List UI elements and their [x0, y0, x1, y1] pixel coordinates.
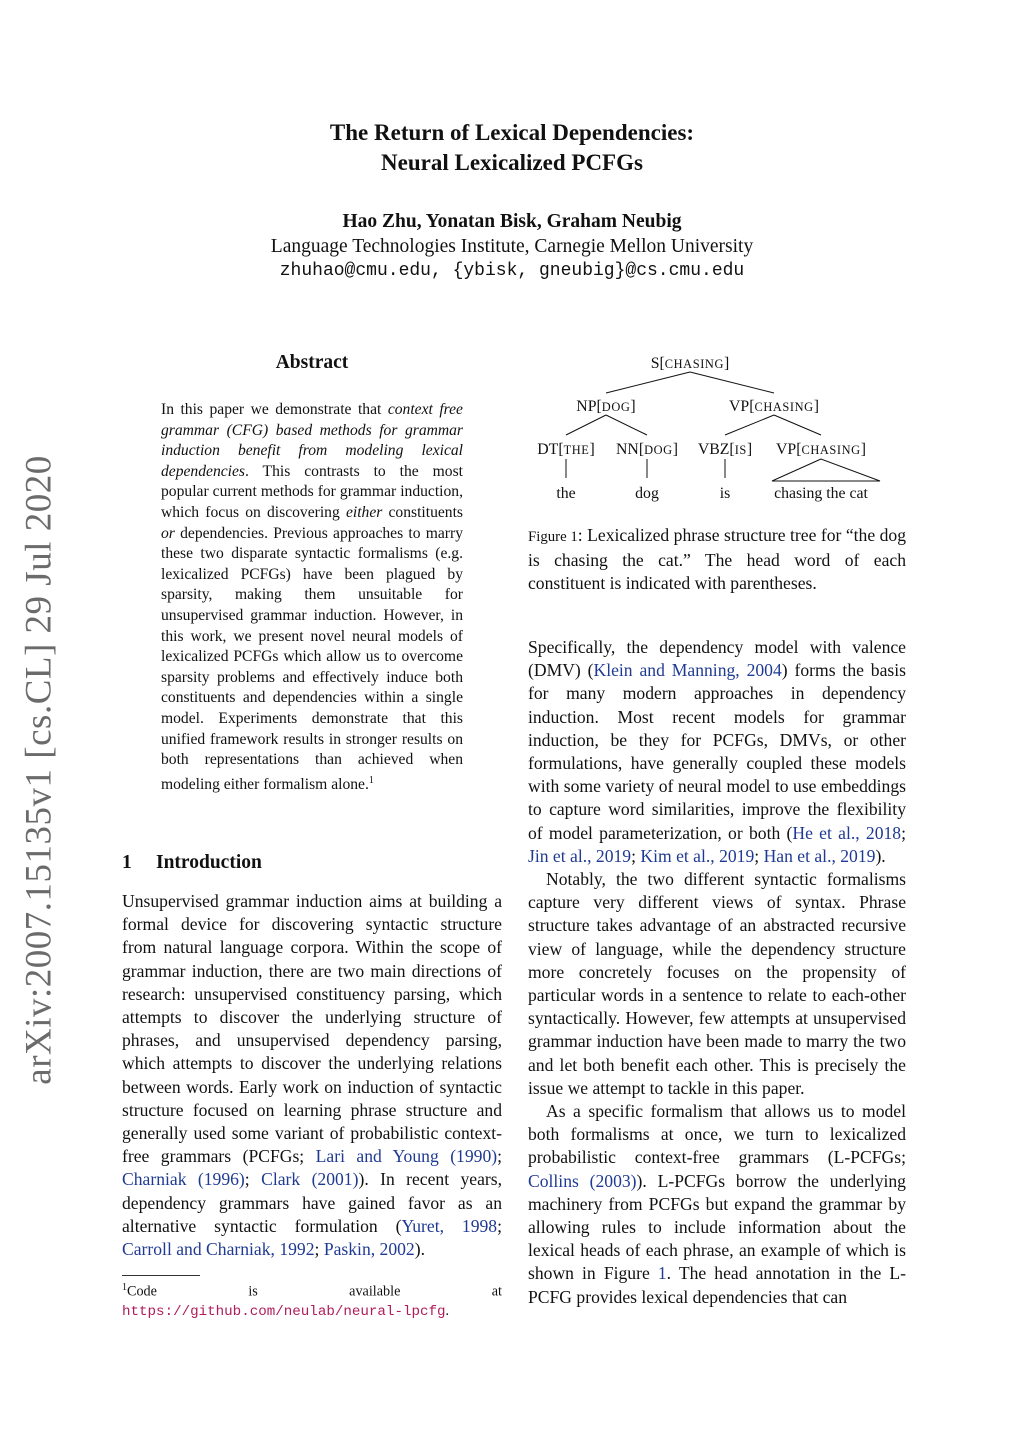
paragraph	[528, 1100, 906, 1309]
citation-link[interactable]: Paskin, 2002	[323, 1239, 415, 1260]
tree-edge	[725, 415, 774, 435]
parse-tree-diagram	[528, 345, 908, 515]
body-text: ). In recent years, dependency grammars have gained favor as an alternative syntactic formulation (	[122, 1169, 503, 1236]
abstract-emphasis: either	[345, 503, 383, 521]
body-text: . The head annotation in the L-PCFG provides lexical dependencies that can	[528, 1263, 906, 1307]
tree-edge	[606, 372, 690, 393]
tree-node-s: S[CHASING]	[650, 355, 730, 372]
section-heading-introduction	[122, 852, 262, 874]
author-emails[interactable]: zhuhao@cmu.edu, {ybisk, gneubig}@cs.cmu.edu	[279, 261, 745, 281]
abstract-emphasis: or	[161, 524, 175, 542]
figure-1-tree	[528, 345, 908, 515]
citation-link[interactable]: (1990)	[450, 1146, 498, 1167]
section-title: Introduction	[156, 852, 262, 873]
citation-link[interactable]: Han et al., 2019	[763, 845, 876, 866]
paragraph: Notably, the two different syntactic formalisms capture very different views of syntax. Phrase structure takes advantage of an abstracted recursive view of language, while the dependency structure more concretely focuses on the propensity of particular words in a sentence to relate to each-other syntactically. However, few attempts at unsupervised grammar induction have been made to marry the two and let both benefit each other. This is precisely the issue we attempt to tackle in this paper.	[528, 869, 906, 1098]
tree-node-np: NP[DOG]	[576, 398, 636, 415]
tree-edge	[690, 372, 774, 393]
caption-label: Figure 1	[528, 529, 578, 545]
paper-title	[0, 118, 1024, 178]
tree-node-nn: NN[DOG]	[615, 441, 679, 458]
body-text: As a specific formalism that allows us to model both formalisms at once, we turn to lexicalized probabilistic context-free grammars (L-PCFGs;	[528, 1101, 906, 1168]
abstract-emphasis: context free grammar (CFG) based methods for grammar induction benefit from modeling lexical dependencies	[161, 401, 463, 480]
tree-edge	[566, 415, 606, 435]
tree-leaf-dog: dog	[635, 485, 659, 502]
tree-node-vp: VP[CHASING]	[728, 398, 820, 415]
citation-link[interactable]: Carroll and Charniak, 1992	[122, 1239, 315, 1260]
body-text: Specifically, the dependency model with valence (DMV) (	[528, 637, 906, 681]
citation-link[interactable]: Jin et al., 2019	[528, 845, 632, 866]
figure-reference-link[interactable]: 1	[657, 1263, 667, 1284]
tree-leaf-is: is	[719, 485, 731, 502]
code-url-link[interactable]: https://github.com/neulab/neural-lpcfg	[122, 1303, 446, 1320]
citation-link[interactable]: Kim et al., 2019	[640, 845, 755, 866]
body-text: ).	[875, 845, 886, 866]
author-list: Hao Zhu, Yonatan Bisk, Graham Neubig	[342, 211, 682, 232]
tree-edge	[774, 415, 821, 435]
tree-node-vbz: VBZ[IS]	[697, 441, 753, 458]
citation-link[interactable]: Collins	[528, 1170, 579, 1191]
tree-node-dt: DT[THE]	[537, 441, 595, 458]
abstract-body	[161, 400, 463, 795]
arxiv-sidebar	[16, 455, 62, 1085]
tree-triangle	[772, 459, 880, 481]
right-column-text	[528, 636, 906, 1309]
abstract-text: . This contrasts to the most popular current methods for grammar induction, which focus on discovering	[161, 462, 463, 521]
paragraph: Specifically, the dependency model with valence (DMV) (Klein and Manning, 2004) forms the basis for many modern approaches in dependency induction. Most recent models for grammar induction, be they for PCFGs, DMVs, or other formulations, have generally coupled these models with some variety of neural model to use embeddings to capture word similarities, improve the flexibility of model parameterization, or both (He et al., 2018; Jin et al., 2019; Kim et al., 2019; Han et al., 2019).	[528, 637, 906, 866]
title-line-2: Neural Lexicalized PCFGs	[381, 150, 643, 175]
footnote-text: .	[445, 1302, 450, 1319]
abstract-heading: Abstract	[275, 352, 349, 373]
tree-edge	[606, 415, 647, 435]
footnote-text: Code is available at	[127, 1283, 502, 1300]
abstract-text: In this paper we demonstrate that	[161, 401, 388, 418]
body-text: Unsupervised grammar induction aims at building a formal device for discovering syntactic structure from natural language corpora. Within the scope of grammar induction, there are two main directions of research: unsupervised constituency parsing, which attempts to discover the underlying structure of phrases, and unsupervised dependency parsing, which attempts to discover the underlying relations between words. Early work on induction of syntactic structure focused on learning phrase structure and generally used some variant of probabilistic context-free grammars (PCFGs;	[122, 891, 502, 1167]
tree-leaf-chasing-the-cat: chasing the cat	[774, 485, 868, 502]
citation-link[interactable]: He et al., 2018	[792, 822, 902, 843]
caption-text: : Lexicalized phrase structure tree for “the dog is chasing the cat.” The head word of each constituent is indicated with parentheses.	[528, 525, 906, 593]
footnote-number: 1	[122, 1282, 127, 1293]
title-line-1: The Return of Lexical Dependencies:	[329, 120, 695, 145]
footnote-rule	[122, 1275, 200, 1276]
intro-paragraph: Unsupervised grammar induction aims at building a formal device for discovering syntactic structure from natural language corpora. Within the scope of grammar induction, there are two main directions of research: unsupervised constituency parsing, which attempts to discover the underlying structure of phrases, and unsupervised dependency parsing, which attempts to discover the underlying relations between words. Early work on induction of syntactic structure focused on learning phrase structure and generally used some variant of probabilistic context-free grammars (PCFGs; Lari and Young (1990); Charniak (1996); Clark (2001)). In recent years, dependency grammars have gained favor as an alternative syntactic formulation (Yuret, 1998; Carroll and Charniak, 1992; Paskin, 2002).	[122, 891, 503, 1260]
figure-1-caption	[528, 524, 906, 595]
arxiv-identifier: arXiv:2007.15135v1 [cs.CL] 29 Jul 2020	[18, 455, 60, 1085]
affiliation: Language Technologies Institute, Carnegie Mellon University	[270, 236, 754, 257]
body-text: ).	[414, 1239, 425, 1260]
citation-link[interactable]: (1996)	[197, 1169, 245, 1190]
section-number: 1	[122, 852, 132, 873]
citation-link[interactable]: Clark	[261, 1169, 301, 1190]
body-text: ) forms the basis for many modern approaches in dependency induction. Most recent models for grammar induction, be they for PCFGs, DMVs, or other formulations, have generally coupled these models with some variety of neural model to use embeddings to capture word similarities, improve the flexibility of model parameterization, or both (	[528, 660, 906, 843]
footnote	[122, 1278, 502, 1322]
footnote-marker[interactable]: 1	[368, 774, 374, 786]
citation-link[interactable]: Klein and Manning, 2004	[593, 660, 782, 681]
citation-link[interactable]: (2001)	[311, 1169, 359, 1190]
abstract-text: dependencies. Previous approaches to marry these two disparate syntactic formalisms (e.g. lexicalized PCFGs) have been plagued by sparsity, making them unsuitable for unsupervised grammar induction. However, in this work, we present novel neural models of lexicalized PCFGs which allow us to overcome sparsity problems and effectively induce both constituents and dependencies within a single model. Experiments demonstrate that this unified framework results in stronger results on both representations than achieved when modeling either formalism alone.	[161, 524, 463, 793]
citation-link[interactable]: Yuret, 1998	[401, 1215, 498, 1236]
citation-link[interactable]: (2003)	[589, 1170, 637, 1191]
body-text: ). L-PCFGs borrow the underlying machinery from PCFGs but expand the grammar by allowing rules to include information about the lexical heads of each phrase, an example of which is shown in Figure	[528, 1170, 906, 1284]
tree-node-vp-inner: VP[CHASING]	[775, 441, 867, 458]
tree-leaf-the: the	[556, 485, 576, 502]
abstract-text: constituents	[382, 503, 464, 521]
citation-link[interactable]: Charniak	[122, 1169, 187, 1190]
citation-link[interactable]: Lari and Young	[315, 1146, 439, 1167]
